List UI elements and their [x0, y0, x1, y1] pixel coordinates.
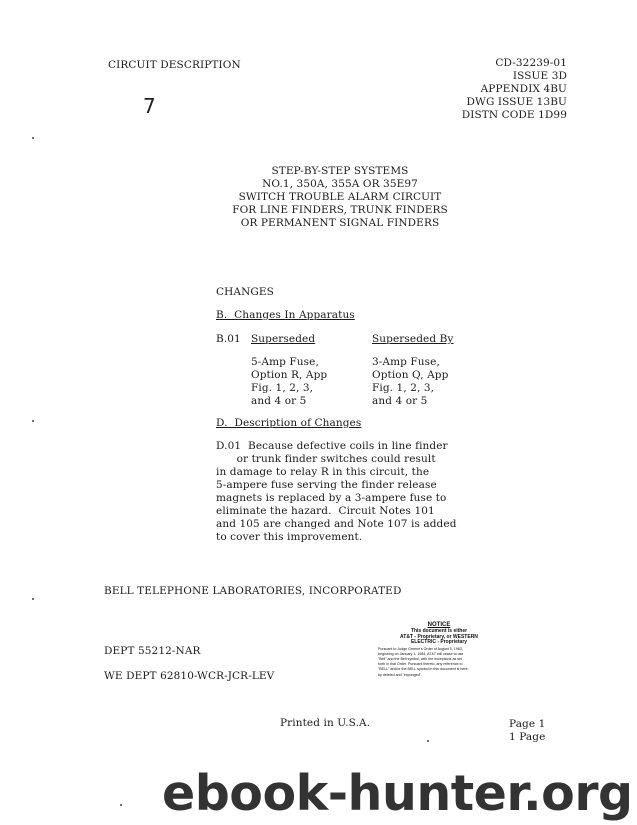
notice-small-line: "Bell" and the Bell symbol, with the exceptions as set — [378, 656, 463, 661]
page-info — [509, 718, 545, 744]
handwritten-mark: 7 — [143, 94, 156, 118]
description-paragraph — [216, 440, 457, 544]
title-line: NO.1, 350A, 355A OR 35E97 — [262, 178, 418, 190]
title-line: SWITCH TROUBLE ALARM CIRCUIT — [238, 191, 442, 203]
we-dept: WE DEPT 62810-WCR-JCR-LEV — [104, 670, 275, 682]
description-line: magnets is replaced by a 3-ampere fuse to — [216, 492, 447, 504]
description-line: eliminate the hazard. Circuit Notes 101 — [216, 505, 435, 517]
notice-small-line: forth in that Order. Pursuant thereto, any reference to — [378, 662, 463, 667]
superseded-by-line: Fig. 1, 2, 3, — [372, 382, 435, 394]
description-line: 5-ampere fuse serving the finder release — [216, 479, 437, 491]
superseded-line: Option R, App — [251, 369, 328, 381]
dept: DEPT 55212-NAR — [104, 645, 201, 657]
scan-speck — [120, 804, 122, 806]
scan-speck — [32, 137, 34, 139]
scan-speck — [427, 740, 429, 742]
notice-small-line: beginning on January 1, 1984, AT&T will cease to use — [378, 651, 464, 656]
notice-small-line: Pursuant to Judge Greene's Order of August 5, 1983, — [378, 646, 463, 651]
page-number: Page 1 — [509, 718, 546, 730]
header-left: CIRCUIT DESCRIPTION — [108, 59, 241, 71]
notice-line: This document is either — [410, 628, 468, 634]
watermark: ebook-hunter.org — [162, 765, 633, 822]
superseded-by-list — [372, 356, 448, 408]
superseded-label: Superseded — [251, 333, 316, 345]
document-codes — [462, 57, 567, 122]
printed-in: Printed in U.S.A. — [280, 717, 371, 729]
description-line: D.01 Because defective coils in line finder — [216, 440, 448, 452]
scan-speck — [32, 598, 34, 600]
document-title — [200, 165, 480, 230]
superseded-line: and 4 or 5 — [251, 395, 307, 407]
superseded-by-label: Superseded By — [372, 333, 454, 345]
title-line: OR PERMANENT SIGNAL FINDERS — [240, 217, 440, 229]
company-name: BELL TELEPHONE LABORATORIES, INCORPORATED — [104, 585, 402, 597]
section-b-heading: B. Changes In Apparatus — [216, 309, 355, 321]
superseded-by-line: 3-Amp Fuse, — [372, 356, 440, 368]
notice-small-line: by deleted and "expunged". — [378, 672, 422, 677]
title-line: STEP-BY-STEP SYSTEMS — [271, 165, 409, 177]
notice-small-line: "BELL" and/or the BELL symbol in this document is here- — [378, 667, 469, 672]
notice-line: AT&T - Proprietary, or WESTERN — [400, 633, 478, 640]
appendix: APPENDIX 4BU — [480, 83, 567, 95]
section-d-heading: D. Description of Changes — [216, 417, 362, 429]
page-count: 1 Page — [509, 731, 546, 743]
notice-heading: NOTICE — [427, 622, 451, 628]
superseded-list — [251, 356, 327, 408]
description-line: or trunk finder switches could result — [216, 453, 436, 465]
superseded-by-line: and 4 or 5 — [372, 395, 428, 407]
b01-label: B.01 — [216, 333, 241, 345]
notice-line: ELECTRIC - Proprietary — [410, 639, 468, 645]
proprietary-notice — [378, 622, 500, 677]
doc-number: CD-32239-01 — [495, 57, 567, 69]
changes-heading: CHANGES — [216, 286, 274, 298]
superseded-line: 5-Amp Fuse, — [251, 356, 319, 368]
distn-code: DISTN CODE 1D99 — [461, 109, 567, 121]
superseded-by-line: Option Q, App — [372, 369, 449, 381]
title-line: FOR LINE FINDERS, TRUNK FINDERS — [232, 204, 448, 216]
description-line: to cover this improvement. — [216, 531, 363, 543]
scan-speck — [32, 420, 34, 422]
superseded-line: Fig. 1, 2, 3, — [251, 382, 314, 394]
description-line: in damage to relay R in this circuit, the — [216, 466, 430, 478]
description-line: and 105 are changed and Note 107 is added — [216, 518, 457, 530]
issue: ISSUE 3D — [512, 70, 567, 82]
dwg-issue: DWG ISSUE 13BU — [466, 96, 567, 108]
